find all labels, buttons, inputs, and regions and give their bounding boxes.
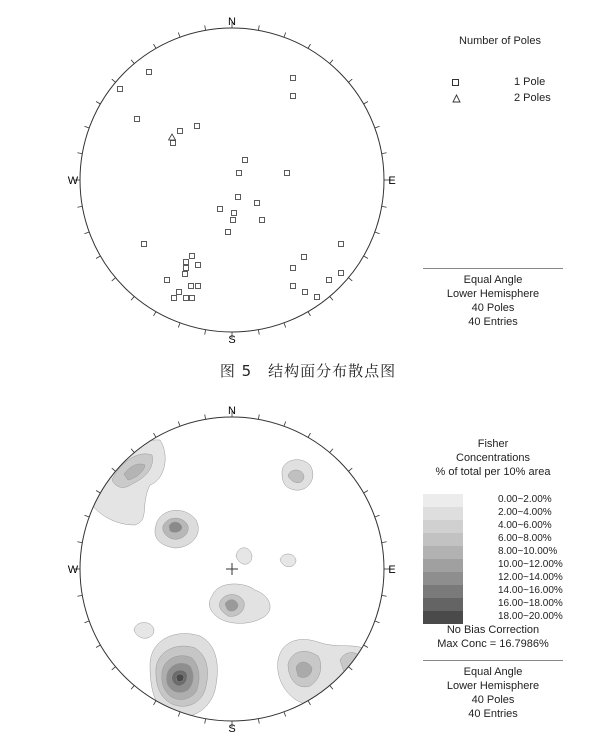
perimeter-tick	[258, 414, 259, 419]
perimeter-tick	[178, 712, 180, 717]
perimeter-tick	[284, 323, 286, 328]
concentration-bin-label: 16.00~18.00%	[498, 598, 563, 609]
pole-square	[196, 263, 201, 268]
concentration-bin-label: 14.00~16.00%	[498, 585, 563, 596]
top-legend-divider	[423, 268, 563, 269]
pole-square	[183, 272, 188, 277]
perimeter-tick	[375, 126, 380, 128]
pole-square	[165, 278, 170, 283]
top-stereonet-circle	[80, 28, 384, 332]
perimeter-tick	[205, 414, 206, 419]
perimeter-tick	[284, 421, 286, 426]
perimeter-tick	[364, 102, 368, 105]
concentration-bin-label: 2.00~4.00%	[498, 507, 552, 518]
concentration-bin	[423, 572, 563, 585]
perimeter-tick	[131, 296, 134, 300]
bottom-legend-poles: 40 Poles	[471, 694, 515, 706]
pole-square	[172, 296, 177, 301]
perimeter-tick	[154, 701, 157, 705]
concentration-swatch	[423, 546, 463, 559]
legend-item-label: 2 Poles	[514, 92, 551, 104]
concentration-swatch	[423, 533, 463, 546]
pole-square	[236, 195, 241, 200]
perimeter-tick	[364, 645, 368, 648]
perimeter-tick	[382, 595, 387, 596]
pole-square	[190, 296, 195, 301]
top-east-label: E	[388, 175, 396, 187]
perimeter-tick	[382, 153, 387, 154]
concentration-bin-label: 18.00~20.00%	[498, 611, 563, 622]
bottom-east-label: E	[388, 564, 396, 576]
density-contours	[92, 440, 374, 717]
perimeter-tick	[348, 79, 352, 82]
bottom-legend-title-1: Fisher	[477, 438, 509, 450]
bottom-legend-title-3: % of total per 10% area	[435, 466, 551, 478]
perimeter-tick	[84, 232, 89, 234]
bottom-legend-entries: 40 Entries	[468, 708, 518, 720]
pole-square	[232, 211, 237, 216]
pole-square	[226, 230, 231, 235]
perimeter-tick	[364, 256, 368, 259]
perimeter-tick	[84, 126, 89, 128]
perimeter-tick	[96, 256, 100, 259]
concentration-swatch	[423, 585, 463, 598]
pole-square	[135, 117, 140, 122]
concentration-bin	[423, 585, 563, 598]
pole-square	[315, 295, 320, 300]
top-north-label: N	[228, 16, 236, 28]
concentration-bin-label: 10.00~12.00%	[498, 559, 563, 570]
perimeter-tick	[154, 312, 157, 316]
concentration-bin-label: 0.00~2.00%	[498, 494, 552, 505]
perimeter-tick	[375, 515, 380, 517]
pole-square	[303, 290, 308, 295]
perimeter-tick	[154, 433, 157, 437]
concentration-bin	[423, 494, 563, 507]
perimeter-tick	[112, 667, 116, 670]
triangle-symbol-icon	[452, 94, 461, 103]
perimeter-tick	[258, 719, 259, 724]
perimeter-tick	[205, 25, 206, 30]
center-cross	[226, 563, 238, 575]
perimeter-tick	[284, 712, 286, 717]
concentration-bin-label: 6.00~8.00%	[498, 533, 552, 544]
perimeter-tick	[308, 44, 311, 48]
perimeter-tick	[96, 491, 100, 494]
pole-square	[184, 296, 189, 301]
perimeter-tick	[348, 667, 352, 670]
perimeter-tick	[375, 621, 380, 623]
legend-item-label: 1 Pole	[514, 76, 546, 88]
perimeter-tick	[77, 153, 82, 154]
perimeter-tick	[96, 102, 100, 105]
perimeter-tick	[364, 491, 368, 494]
pole-square	[189, 284, 194, 289]
concentration-bin	[423, 507, 563, 520]
pole-square	[243, 158, 248, 163]
pole-square	[147, 70, 152, 75]
bottom-west-label: W	[67, 564, 79, 576]
concentration-bin-label: 4.00~6.00%	[498, 520, 552, 531]
perimeter-tick	[84, 621, 89, 623]
bias-correction-label: No Bias Correction	[446, 624, 540, 636]
perimeter-tick	[77, 595, 82, 596]
perimeter-tick	[131, 60, 134, 64]
perimeter-tick	[348, 278, 352, 281]
bottom-legend-projection: Equal Angle	[463, 666, 523, 678]
pole-square	[171, 141, 176, 146]
top-legend-title: Number of Poles	[459, 35, 541, 47]
perimeter-tick	[77, 206, 82, 207]
pole-square	[184, 260, 189, 265]
bottom-north-label: N	[228, 405, 236, 417]
pole-square	[339, 271, 344, 276]
bottom-south-label: S	[228, 723, 236, 735]
concentration-swatch	[423, 520, 463, 533]
perimeter-tick	[77, 542, 82, 543]
top-legend-hemisphere: Lower Hemisphere	[446, 288, 540, 300]
figure-caption: 图 5 结构面分布散点图	[219, 362, 397, 380]
pole-square	[285, 171, 290, 176]
concentration-bin-label: 8.00~10.00%	[498, 546, 558, 557]
pole-square	[142, 242, 147, 247]
top-legend-entries: 40 Entries	[468, 316, 518, 328]
perimeter-tick	[205, 330, 206, 335]
concentration-swatch	[423, 494, 463, 507]
pole-square	[291, 266, 296, 271]
perimeter-tick	[330, 449, 333, 453]
concentration-swatch	[423, 559, 463, 572]
top-south-label: S	[228, 334, 236, 346]
top-stereonet-ticks	[74, 22, 390, 338]
perimeter-tick	[178, 421, 180, 426]
perimeter-tick	[112, 79, 116, 82]
concentration-bin-label: 12.00~14.00%	[498, 572, 563, 583]
top-west-label: W	[67, 175, 79, 187]
top-stereonet-poles	[118, 70, 344, 301]
concentration-bin	[423, 546, 563, 559]
perimeter-tick	[284, 32, 286, 37]
perimeter-tick	[112, 468, 116, 471]
pole-triangle	[169, 134, 176, 140]
top-legend-projection: Equal Angle	[463, 274, 523, 286]
bottom-legend-divider	[423, 660, 563, 661]
pole-square	[339, 242, 344, 247]
perimeter-tick	[258, 25, 259, 30]
perimeter-tick	[348, 468, 352, 471]
pole-square	[291, 284, 296, 289]
perimeter-tick	[382, 542, 387, 543]
perimeter-tick	[205, 719, 206, 724]
perimeter-tick	[131, 685, 134, 689]
pole-square	[327, 278, 332, 283]
perimeter-tick	[178, 32, 180, 37]
square-symbol-icon	[452, 79, 459, 86]
concentration-bin	[423, 520, 563, 533]
pole-square	[178, 129, 183, 134]
perimeter-tick	[382, 206, 387, 207]
pole-square	[302, 255, 307, 260]
pole-square	[291, 94, 296, 99]
max-concentration-label: Max Conc = 16.7986%	[437, 638, 549, 650]
perimeter-tick	[308, 433, 311, 437]
pole-square	[196, 284, 201, 289]
perimeter-tick	[330, 685, 333, 689]
perimeter-tick	[84, 515, 89, 517]
concentration-bin	[423, 559, 563, 572]
perimeter-tick	[154, 44, 157, 48]
perimeter-tick	[131, 449, 134, 453]
pole-square	[255, 201, 260, 206]
pole-square	[231, 218, 236, 223]
pole-square	[190, 254, 195, 259]
concentration-swatch	[423, 572, 463, 585]
perimeter-tick	[308, 312, 311, 316]
concentration-bin	[423, 598, 563, 611]
perimeter-tick	[330, 60, 333, 64]
pole-square	[177, 290, 182, 295]
pole-square	[184, 266, 189, 271]
concentration-swatch	[423, 598, 463, 611]
perimeter-tick	[375, 232, 380, 234]
perimeter-tick	[112, 278, 116, 281]
top-legend-poles: 40 Poles	[471, 302, 515, 314]
perimeter-tick	[96, 645, 100, 648]
perimeter-tick	[178, 323, 180, 328]
perimeter-tick	[308, 701, 311, 705]
pole-square	[260, 218, 265, 223]
pole-square	[237, 171, 242, 176]
pole-square	[218, 207, 223, 212]
perimeter-tick	[258, 330, 259, 335]
pole-square	[118, 87, 123, 92]
concentration-swatch	[423, 507, 463, 520]
concentration-bin	[423, 533, 563, 546]
bottom-legend-hemisphere: Lower Hemisphere	[446, 680, 540, 692]
pole-square	[195, 124, 200, 129]
bottom-legend-title-2: Concentrations	[456, 452, 530, 464]
pole-square	[291, 76, 296, 81]
perimeter-tick	[330, 296, 333, 300]
